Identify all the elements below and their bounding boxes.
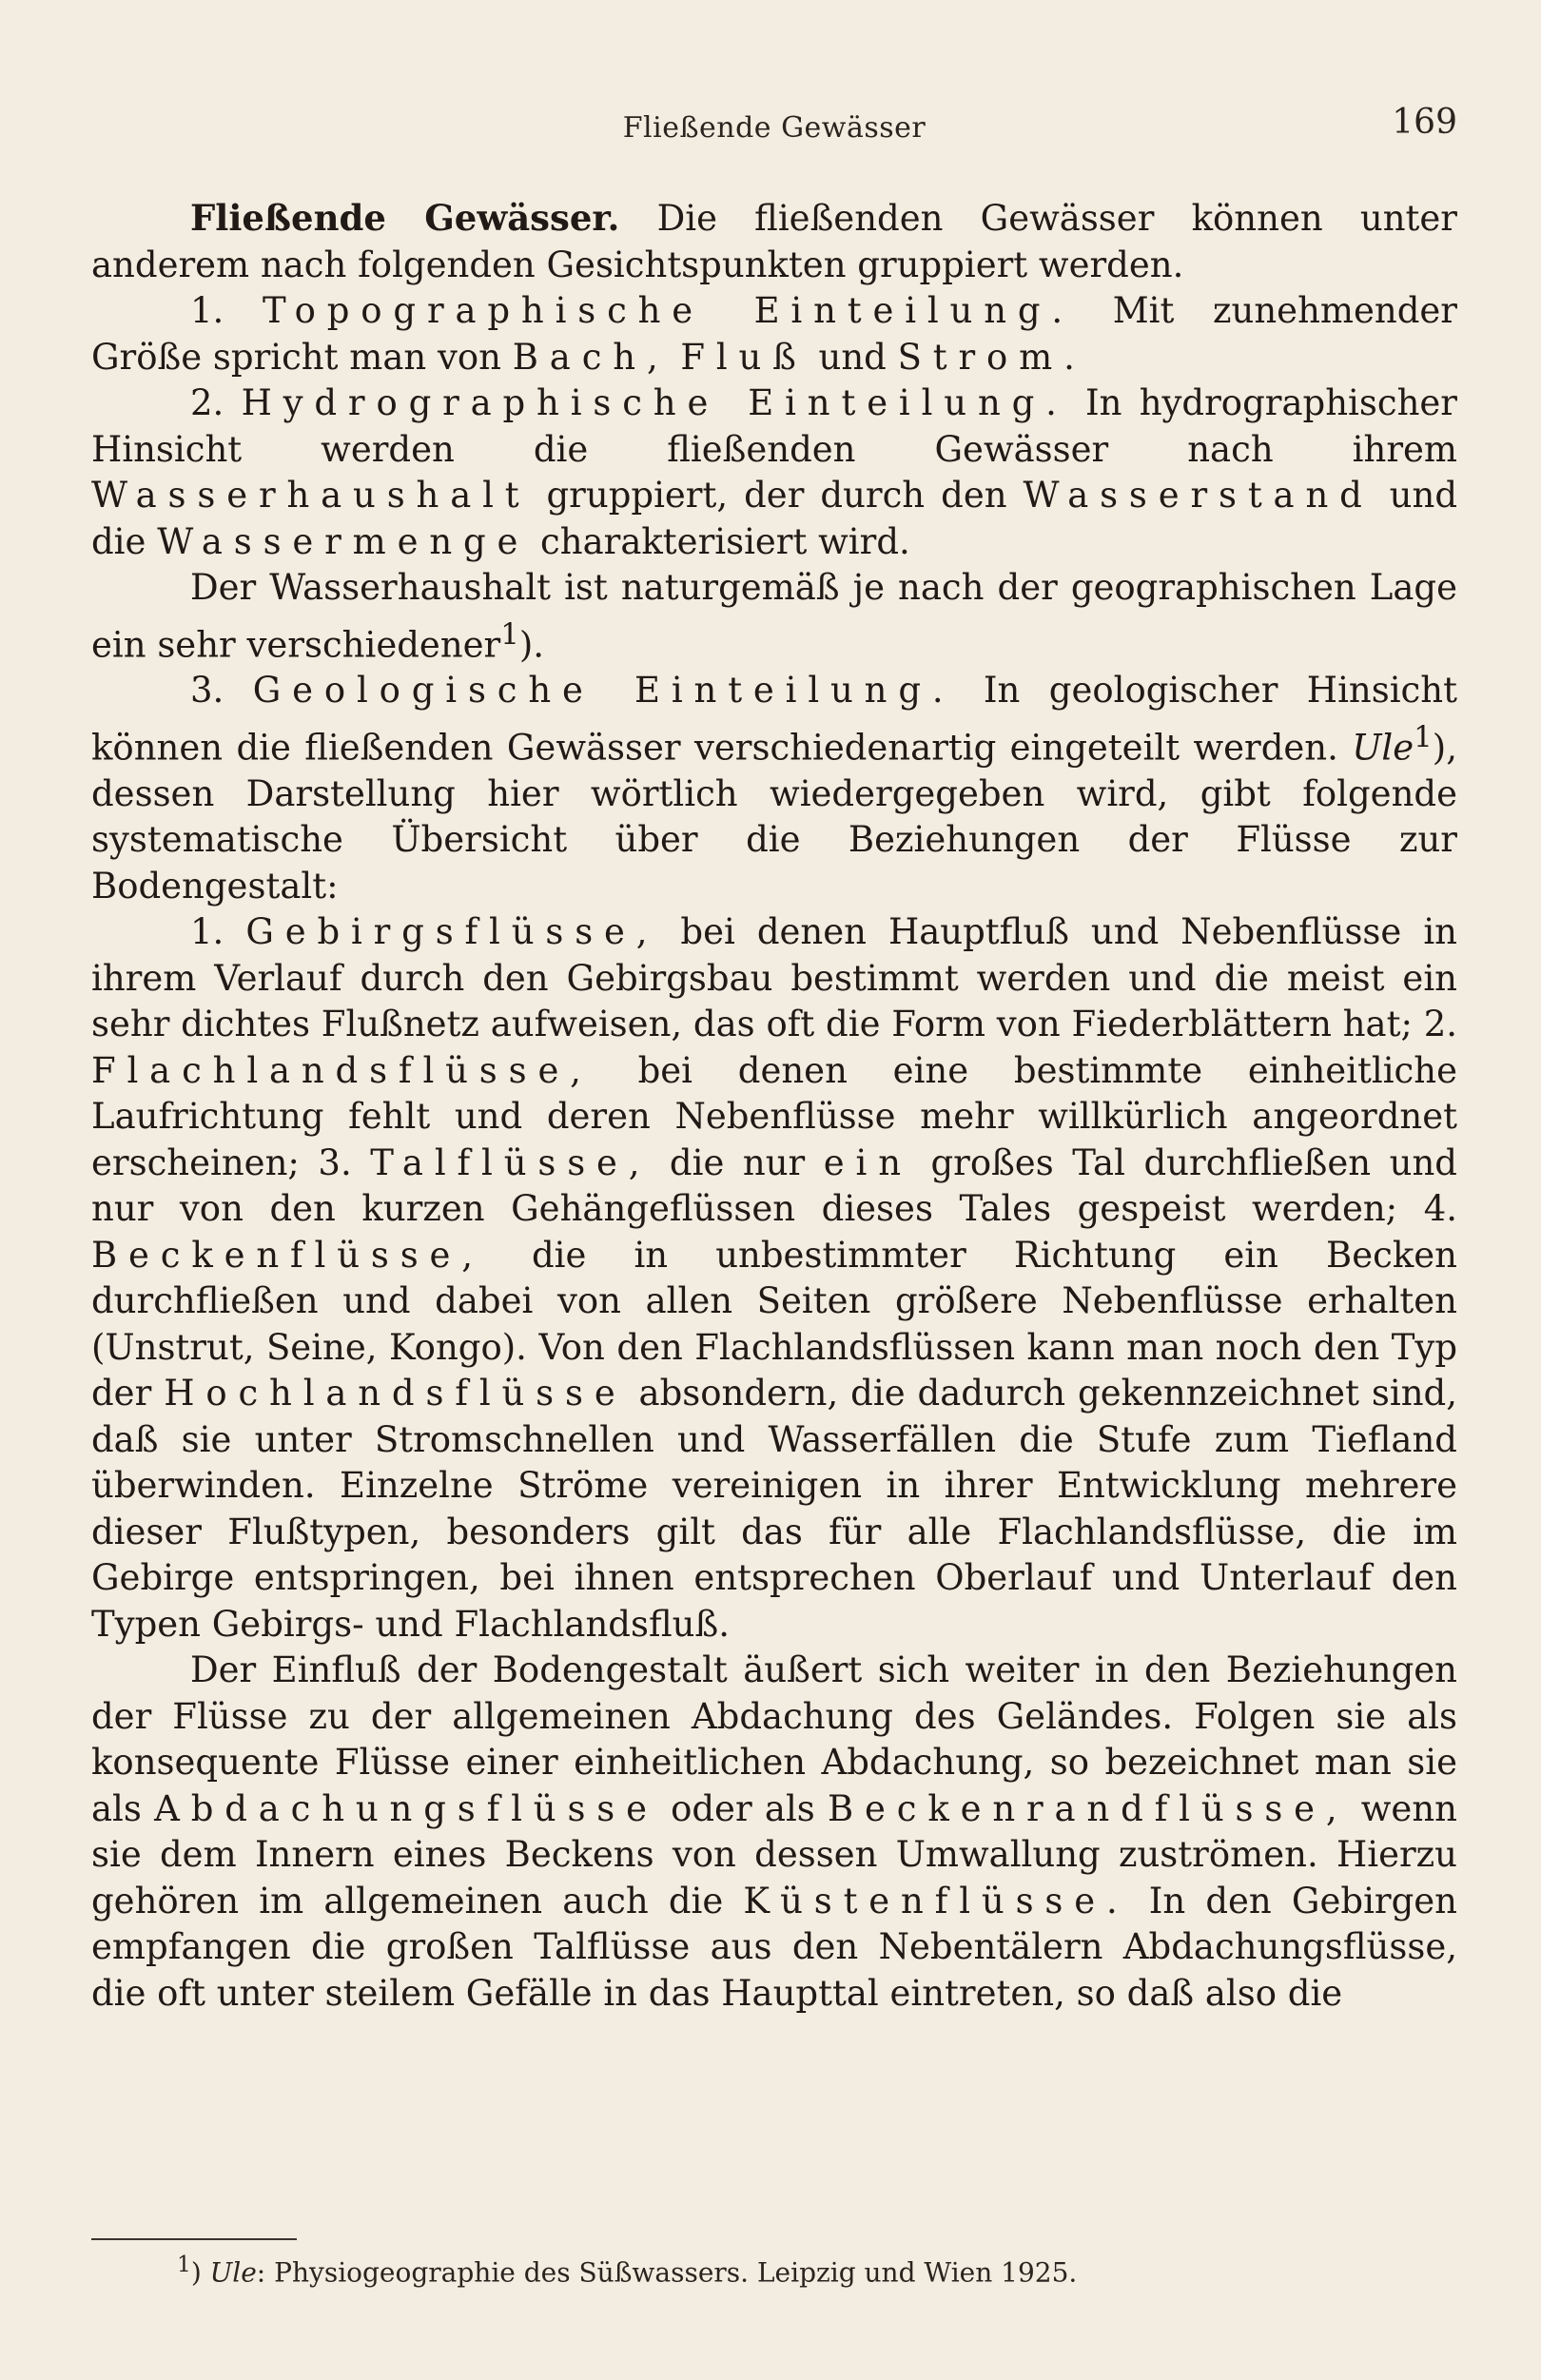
spaced-term: Beckenflüsse, <box>91 1234 484 1276</box>
text-run: oder als <box>657 1787 829 1829</box>
author-name: Ule <box>1352 727 1414 769</box>
text-run: bei denen Hauptfluß und Nebenflüsse in ihrem Verlauf durch den Gebirgsbau bestimmt werden und die meist ein sehr dichtes Flußnetz aufweisen, das oft die Form von Fiederblättern hat; 2. <box>91 911 1457 1045</box>
spaced-term: ein <box>823 1141 912 1183</box>
spaced-term: Strom. <box>897 336 1086 378</box>
text-run: absondern, die dadurch gekennzeichnet sind, daß sie unter Stromschnellen und Wasserfällen die Stufe zum Tiefland überwinden. Einzelne Ströme vereinigen in ihrer Entwicklung mehrere dieser Flußtypen, besonders gilt das für alle Flachlandsflüsse, die im Gebirge entspringen, bei ihnen entsprechen Oberlauf und Unterlauf den Typen Gebirgs- und Flachlandsfluß. <box>91 1373 1457 1645</box>
body-text <box>91 195 1457 2017</box>
footnote <box>177 2247 1077 2290</box>
paragraph-intro <box>91 195 1457 288</box>
page-header <box>91 103 1457 148</box>
text-run: In geologischer Hinsicht können die fließenden Gewässer verschiedenartig eingeteilt werden. <box>91 670 1457 769</box>
text-run: ). <box>518 623 545 665</box>
text-run: Der Wasserhaushalt ist naturgemäß je nach der geographischen Lage ein sehr verschiedener <box>91 567 1457 665</box>
paragraph-geologic <box>91 668 1457 909</box>
spaced-term: Abdachungsflüsse <box>154 1787 658 1829</box>
text-run: bei denen eine bestimmte einheitliche Laufrichtung fehlt und deren Nebenflüsse mehr willkürlich angeordnet erscheinen; 3. <box>91 1049 1457 1183</box>
spaced-term: Gebirgsflüsse, <box>245 911 659 953</box>
text-run: Mit zunehmender Größe spricht man von <box>91 290 1457 378</box>
running-title: Fließende Gewässer <box>622 110 927 145</box>
item-number: 1. <box>190 290 263 331</box>
footnote-rule <box>91 2238 297 2240</box>
footnote-ref: 1 <box>500 616 519 652</box>
footnote-mark: 1 <box>177 2251 191 2277</box>
spaced-term: Wasserstand <box>1023 475 1374 516</box>
spaced-term: Wasserhaushalt <box>91 475 531 516</box>
text-run: 1. <box>190 911 246 953</box>
spaced-term: Hochlandsflüsse <box>164 1373 627 1414</box>
spaced-term: Bach, <box>512 336 670 378</box>
paragraph-water-budget <box>91 565 1457 668</box>
text-run: wenn sie dem Innern eines Beckens von dessen Umwallung zuströmen. Hierzu gehören im allgemeinen auch die <box>91 1787 1457 1922</box>
paragraph-topographic <box>91 288 1457 380</box>
spaced-term: Wassermenge <box>157 520 530 562</box>
spaced-term: Hydrographische Einteilung. <box>241 382 1068 423</box>
footnote-author: Ule <box>209 2256 257 2289</box>
item-number: 3. <box>190 670 253 712</box>
paragraph-hydrographic <box>91 380 1457 565</box>
text-run: großes Tal durchfließen und nur von den kurzen Gehängeflüssen dieses Tales gespeist werden; 4. <box>91 1141 1457 1230</box>
page-number: 169 <box>1392 103 1457 142</box>
item-number: 2. <box>190 382 242 423</box>
footnote-paren: ) <box>190 2256 210 2289</box>
spaced-term: Talflüsse, <box>370 1141 652 1183</box>
footnote-text: : Physiogeographie des Süßwassers. Leipzig und Wien 1925. <box>256 2256 1078 2289</box>
spaced-term: Küstenflüsse. <box>743 1880 1129 1922</box>
paragraph-river-types <box>91 909 1457 1648</box>
text-run: charakterisiert wird. <box>529 520 910 562</box>
text-run: die in unbestimmter Richtung ein Becken durchfließen und dabei von allen Seiten größere Nebenflüsse erhalten (Unstrut, Seine, Kongo). Von den Flachlandsflüssen kann man noch den Typ der <box>91 1234 1457 1414</box>
spaced-term: Beckenrandflüsse, <box>828 1787 1349 1829</box>
text-run: Der Einfluß der Bodengestalt äußert sich weiter in den Beziehungen der Flüsse zu der allgemeinen Abdachung des Geländes. Folgen sie als konsequente Flüsse einer einheitlichen Abdachung, so bezeichnet man sie als <box>91 1649 1457 1829</box>
text-run <box>670 337 681 378</box>
text-run: und die <box>91 475 1457 562</box>
paragraph-slope <box>91 1648 1457 2017</box>
text-run: gruppiert, der durch den <box>530 475 1024 516</box>
text-run: die nur <box>651 1141 824 1183</box>
text-run: ), dessen Darstellung hier wörtlich wiedergegeben wird, gibt folgende systematische Übersicht über die Beziehungen der Flüsse zur Bodengestalt: <box>91 727 1457 907</box>
text-run: und <box>807 336 898 378</box>
text-run: In hydrographischer Hinsicht werden die fließenden Gewässer nach ihrem <box>91 382 1457 470</box>
spaced-term: Geologische Einteilung. <box>252 670 955 712</box>
text-run: In den Gebirgen empfangen die großen Talflüsse aus den Nebentälern Abdachungsflüsse, die oft unter steilem Gefälle in das Haupttal eintreten, so daß also die <box>91 1880 1457 2014</box>
spaced-term: Flachlandsflüsse, <box>91 1049 593 1091</box>
intro-text: Die fließenden Gewässer können unter anderem nach folgenden Gesichtspunkten gruppiert werden. <box>91 198 1457 285</box>
footnote-ref: 1 <box>1414 719 1433 754</box>
spaced-term: Topographische Einteilung. <box>263 290 1075 331</box>
section-heading: Fließende Gewässer. <box>190 197 620 239</box>
spaced-term: Fluß <box>680 336 808 378</box>
